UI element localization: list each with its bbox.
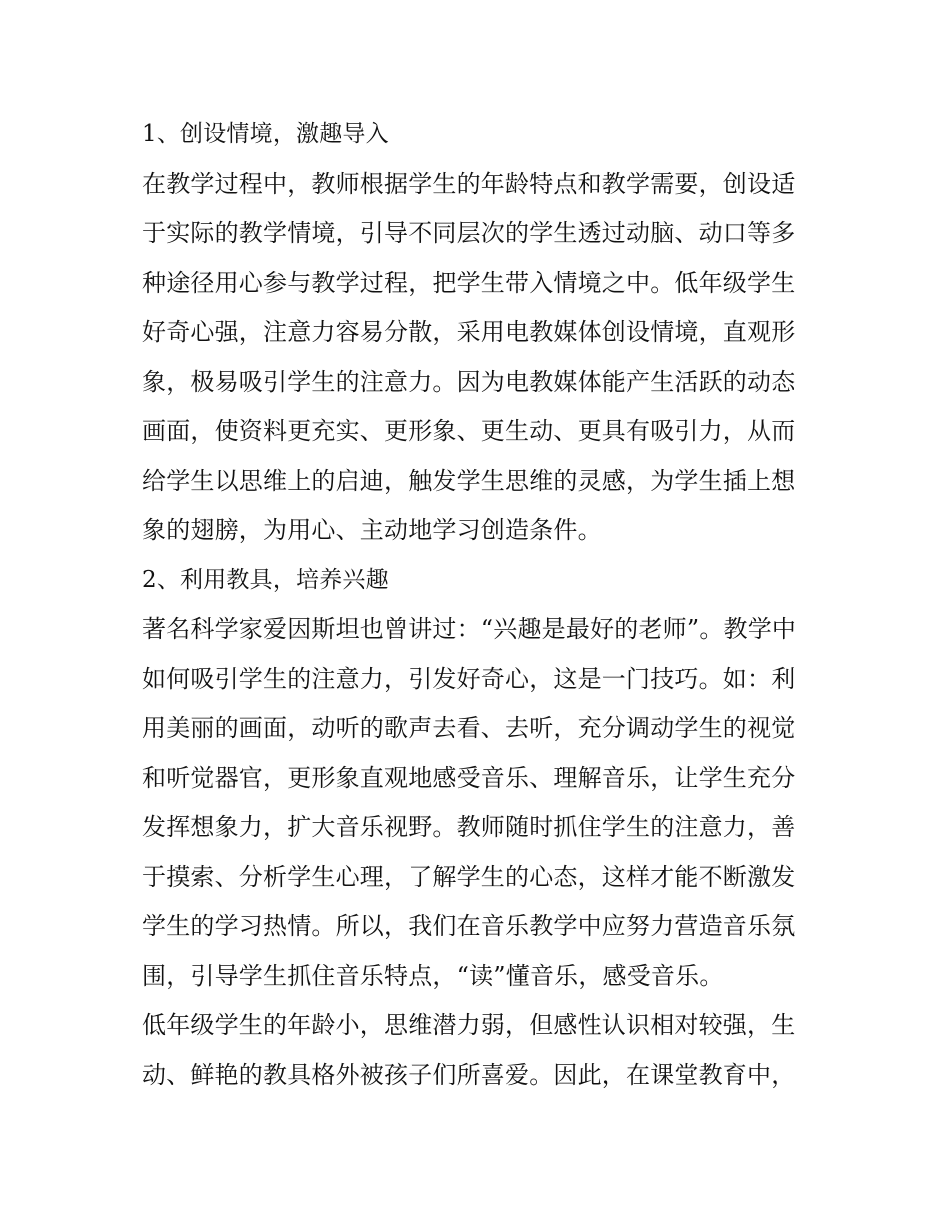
paragraph-line: 于实际的教学情境，引导不同层次的学生透过动脑、动口等多 [142,219,796,247]
paragraph-line: 于摸索、分析学生心理，了解学生的心态，这样才能不断激发 [142,862,796,891]
section-2-paragraph-2 [142,1001,814,1100]
paragraph-line: 动、鲜艳的教具格外被孩子们所喜爱。因此，在课堂教育中， [142,1060,796,1089]
section-1-heading: 1、创设情境，激趣导入 [142,121,389,147]
paragraph-line: 如何吸引学生的注意力，引发好奇心，这是一门技巧。如：利 [142,664,796,693]
paragraph-line: 象的翅膀，为用心、主动地学习创造条件。 [142,516,602,544]
paragraph-line: 学生的学习热情。所以，我们在音乐教学中应努力营造音乐氛 [142,912,796,940]
paragraph-line: 发挥想象力，扩大音乐视野。教师随时抓住学生的注意力，善 [142,813,796,841]
document-body [142,110,814,1100]
paragraph-line: 画面，使资料更充实、更形象、更生动、更具有吸引力，从而 [142,417,796,445]
paragraph-line: 在教学过程中，教师根据学生的年龄特点和教学需要，创设适 [142,169,796,198]
paragraph-line: 好奇心强，注意力容易分散，采用电教媒体创设情境，直观形 [142,318,796,346]
paragraph-line: 象，极易吸引学生的注意力。因为电教媒体能产生活跃的动态 [142,367,796,396]
paragraph-line: 给学生以思维上的启迪，触发学生思维的灵感，为学生插上想 [142,466,796,495]
paragraph-line: 种途径用心参与教学过程，把学生带入情境之中。低年级学生 [142,268,796,297]
section-2-heading: 2、利用教具，培养兴趣 [142,566,389,593]
paragraph-line: 围，引导学生抓住音乐特点，“读”懂音乐，感受音乐。 [142,961,724,990]
section-2-paragraph-1 [142,605,814,1001]
paragraph-line: 低年级学生的年龄小，思维潜力弱，但感性认识相对较强，生 [142,1011,796,1039]
paragraph-line: 和听觉器官，更形象直观地感受音乐、理解音乐，让学生充分 [142,763,796,792]
paragraph-line: 用美丽的画面，动听的歌声去看、去听，充分调动学生的视觉 [142,714,796,742]
paragraph-line: 著名科学家爱因斯坦也曾讲过：“兴趣是最好的老师”。教学中 [142,615,797,643]
section-1-paragraph [142,160,814,556]
